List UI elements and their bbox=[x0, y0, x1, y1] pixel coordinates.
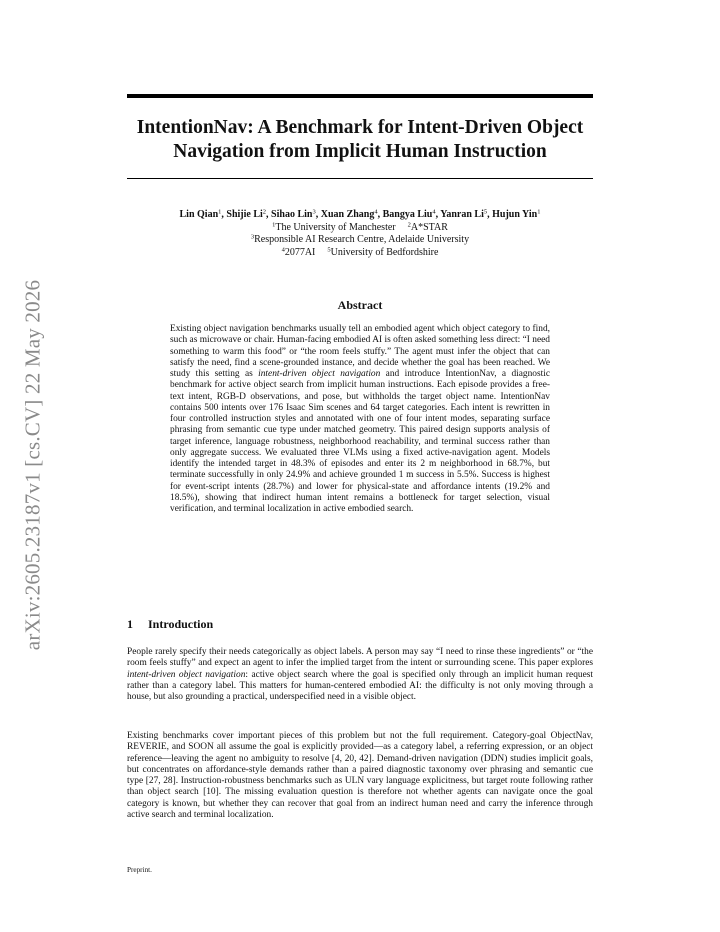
author-affiliation-mark: 3 bbox=[312, 208, 316, 216]
title-line-1: IntentionNav: A Benchmark for Intent-Driven Object bbox=[136, 117, 584, 138]
author-affiliation-mark: 4 bbox=[432, 208, 436, 216]
paragraph-text: : active object search where the goal is specified only through an implicit human request rather than a category label. This matters for human-centered embodied AI: the difficulty is not only moving through a house, but also grounding a practical, underspecified need in a visible object. bbox=[127, 669, 593, 702]
affiliation-mark: 2 bbox=[407, 221, 411, 229]
author-name: Shijie Li bbox=[226, 209, 263, 220]
affiliation-mark: 4 bbox=[281, 246, 285, 254]
title-top-rule bbox=[127, 94, 593, 98]
abstract-text: and introduce IntentionNav, a diagnostic benchmark for active object search from implicit human instructions. Each episode provides a free-text intent, RGB-D observations, and pose, but withholds the target object name. IntentionNav contains 500 intents over 176 Isaac Sim scenes and 64 target categories. Each intent is rewritten in four controlled instruction styles and annotated with one of four intent modes, separating surface phrasing from semantic cue type under matched geometry. This paired design supports analysis of target inference, language robustness, neighborhood reachability, and terminal success rather than only aggregate success. We evaluated three VLMs using a fixed active-navigation agent. Models identify the intended target in 48.3% of episodes and enter its 2 m neighborhood in 68.7%, but terminate successfully in only 24.9% and achieve grounded 1 m success in 5.5%. Success is highest for event-script intents (28.7%) and lower for physical-state and affordance intents (19.2% and 18.5%), showing that indirect human intent remains a bottleneck for target selection, visual verification, and terminal localization in active embodied search. bbox=[170, 369, 550, 514]
affiliation: University of Bedfordshire bbox=[330, 246, 439, 258]
author-name: Xuan Zhang bbox=[320, 209, 375, 220]
author-name: Bangya Liu bbox=[382, 209, 433, 220]
abstract-emphasis: intent-driven object navigation bbox=[258, 369, 381, 379]
author-name: Hujun Yin bbox=[492, 209, 538, 220]
paper-title bbox=[127, 116, 593, 164]
author-block bbox=[110, 209, 610, 259]
intro-paragraph-2: Existing benchmarks cover important pieces of this problem but not the full requirement. Category-goal ObjectNav, REVERIE, and SOON all assume the goal is explicitly provided—as a category label, a referring expression, or an object reference—leaving the agent no ambiguity to resolve [4, 20, 42]. Demand-driven navigation (DDN) studies implicit goals, but concentrates on affordance-style demands rather than a paired diagnostic taxonomy over phrasing and semantic cue type [27, 28]. Instruction-robustness benchmarks such as ULN vary language explicitness, but target route following rather than object search [10]. The missing evaluation question is therefore not whether agents can navigate once the goal category is known, but whether they can recover that goal from an indirect human need and carry the inference through active search and terminal localization. bbox=[127, 731, 593, 820]
author-affiliation-mark: 2 bbox=[262, 208, 267, 216]
author-name: Yanran Li bbox=[440, 209, 484, 220]
author-affiliation-mark: 4 bbox=[374, 208, 378, 216]
paragraph-text: People rarely specify their needs categorically as object labels. A person may say “I need to rinse these ingredients” or “the room feels stuffy” and expect an agent to infer the implied target from the intent or surrounding scene. This paper explores bbox=[127, 647, 593, 669]
title-line-2: Navigation from Implicit Human Instruction bbox=[173, 141, 547, 162]
author-affiliation-mark: 5 bbox=[483, 208, 488, 216]
affiliation-mark: 1 bbox=[272, 221, 276, 229]
affiliation-mark: 5 bbox=[327, 246, 331, 254]
paragraph-emphasis: intent-driven object navigation bbox=[127, 669, 246, 680]
author-affiliation-mark: 1 bbox=[537, 208, 541, 216]
intro-paragraph-1 bbox=[127, 647, 593, 703]
abstract-body bbox=[170, 324, 550, 515]
footer-preprint-note: Preprint. bbox=[127, 866, 152, 874]
arxiv-sidebar-stamp bbox=[6, 255, 60, 675]
section-number: 1 bbox=[127, 617, 133, 631]
author-affiliation-mark: 1 bbox=[218, 208, 222, 216]
arxiv-identifier: arXiv:2605.23187v1 [cs.CV] 22 May 2026 bbox=[20, 279, 45, 651]
affiliation-line bbox=[110, 234, 610, 247]
affiliation-line bbox=[110, 247, 610, 260]
title-bottom-rule bbox=[127, 178, 593, 179]
affiliation: A*STAR bbox=[410, 221, 448, 233]
affiliation-mark: 3 bbox=[250, 233, 255, 241]
affiliation: Responsible AI Research Centre, Adelaide University bbox=[254, 234, 470, 246]
abstract-text: Existing object navigation benchmarks usually tell an embodied agent which object category to find, such as microwave or chair. Human-facing embodied AI is often asked something less direct: “I need something to warm this food” or “the room feels stuffy.” The agent must infer the object that can satisfy the need, find a scene-grounded instance, and decide whether the goal has been reached. We study this setting as bbox=[170, 324, 550, 379]
affiliation-line bbox=[110, 222, 610, 235]
author-list: Lin Qian$^1$, Shijie Li$^2$, Sihao Lin$^3$, Xuan Zhang$^4$, Bangya Liu$^4$, Yanran Li$^5$, Hujun Yin$^1$ bbox=[179, 208, 541, 220]
author-name: Lin Qian bbox=[179, 209, 219, 220]
section-title: Introduction bbox=[148, 617, 214, 631]
section-heading-introduction bbox=[127, 617, 213, 632]
author-name: Sihao Lin bbox=[271, 209, 313, 220]
affiliation: The University of Manchester bbox=[275, 221, 396, 233]
affiliation: 2077AI bbox=[284, 246, 316, 258]
abstract-heading: Abstract bbox=[337, 298, 383, 312]
